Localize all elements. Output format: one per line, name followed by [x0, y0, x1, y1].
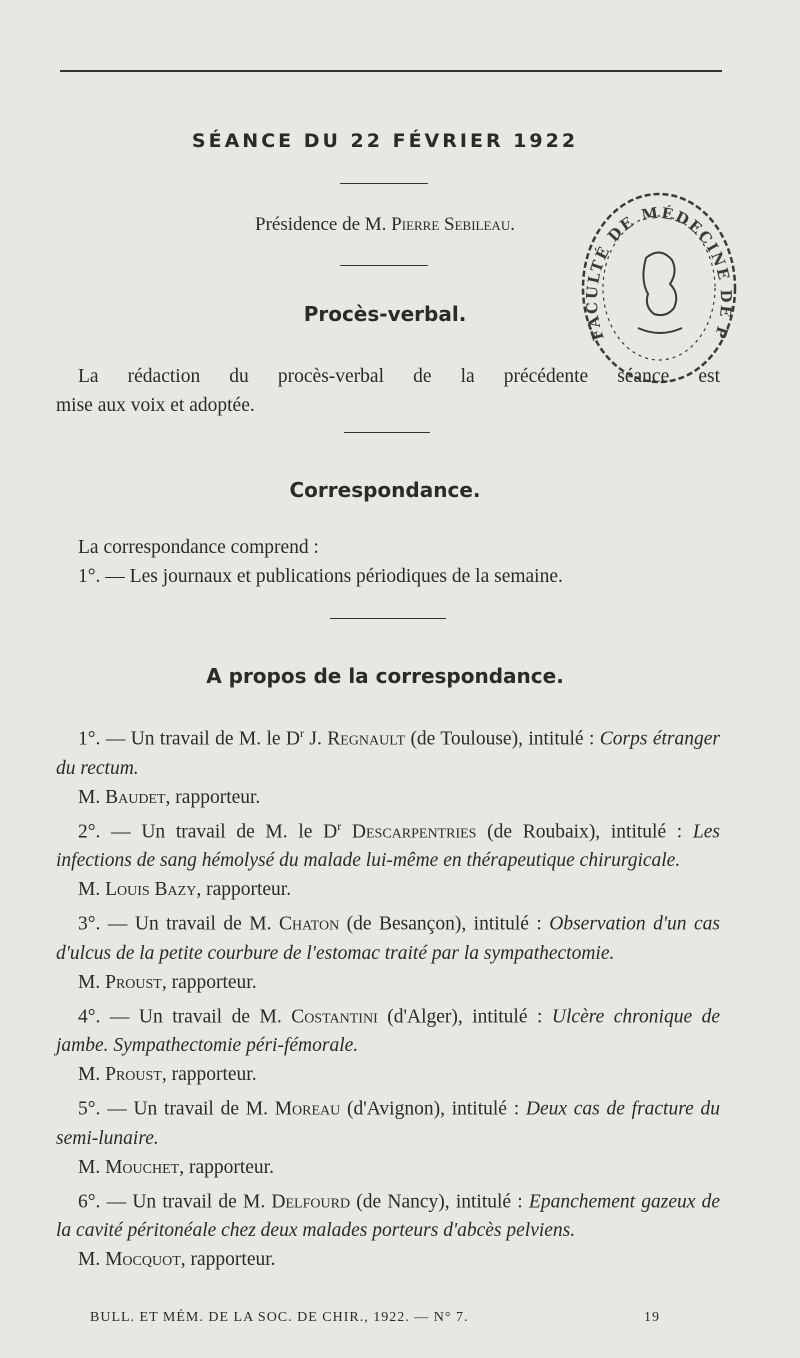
travail-title: Ulcère chronique de jambe. Sympathectomie péri-fémorale. — [56, 1006, 720, 1056]
rapporteur-prefix: M. — [78, 971, 106, 993]
correspondance-text — [56, 533, 720, 591]
travail-entry — [56, 1182, 720, 1246]
presidence-suffix: . — [510, 214, 515, 235]
rapporteur-line — [56, 783, 720, 812]
a-propos-list — [56, 719, 720, 1274]
page-number: 19 — [644, 1310, 660, 1325]
rapporteur-line — [56, 968, 720, 997]
correspondance-line: La correspondance comprend : — [78, 537, 319, 558]
stamp-text: FACULTÉ DE MÉDECINE DE P — [582, 203, 736, 343]
travail-num: 4°. — [78, 1006, 101, 1027]
travail-entry — [56, 812, 720, 876]
rapporteur-name: Proust — [105, 971, 162, 993]
top-rule — [60, 70, 722, 72]
travail-title: Corps étranger du rectum. — [56, 728, 720, 779]
president-name: Pierre Sebileau — [391, 214, 511, 235]
rapporteur-suffix: , rapporteur. — [196, 879, 292, 900]
divider — [340, 183, 428, 184]
travail-pre: — Un travail de M. le D — [100, 821, 338, 842]
travail-title: Epanchement gazeux de la cavité péritonéale chez deux malades porteurs d'abcès pelviens. — [56, 1191, 721, 1241]
divider — [340, 265, 428, 266]
page-footer — [90, 1310, 660, 1326]
correspondance-line: 1°. — Les journaux et publications périodiques de la semaine. — [78, 566, 563, 587]
travail-pre: — Un travail de M. — [100, 1006, 292, 1027]
faculty-stamp-seal — [578, 188, 740, 388]
travail-pre: — Un travail de M. — [100, 913, 279, 935]
travail-entry — [56, 904, 720, 968]
rapporteur-prefix: M. — [78, 786, 106, 808]
rapporteur-name: Louis Bazy — [105, 879, 197, 900]
travail-entry — [56, 719, 720, 783]
travail-num: 6°. — [78, 1191, 101, 1212]
rapporteur-line — [56, 1245, 720, 1274]
svg-text:FACULTÉ DE MÉDECINE DE PARIS — [578, 188, 735, 343]
divider — [330, 618, 446, 619]
travail-num: 2°. — [78, 821, 101, 842]
travail-num: 1°. — [78, 728, 101, 750]
travail-post: (de Toulouse), intitulé : — [405, 728, 600, 750]
seance-title: SÉANCE DU 22 FÉVRIER 1922 — [191, 130, 579, 152]
travail-author: Costantini — [291, 1006, 378, 1027]
faculty-stamp — [578, 188, 740, 388]
rapporteur-suffix: , rapporteur. — [161, 971, 257, 993]
rapporteur-prefix: M. — [78, 1064, 106, 1085]
travail-pre: — Un travail de M. le D — [100, 728, 301, 750]
rapporteur-suffix: , rapporteur. — [179, 1156, 274, 1178]
journal-reference: BULL. ET MÉM. DE LA SOC. DE CHIR., 1922. — N° 7. — [90, 1310, 469, 1325]
rapporteur-prefix: M. — [78, 879, 106, 900]
travail-author: Delfourd — [271, 1191, 351, 1212]
rapporteur-name: Baudet — [105, 786, 166, 808]
travail-sup: r — [300, 726, 305, 740]
rapporteur-line — [56, 1153, 720, 1182]
travail-entry — [56, 997, 720, 1061]
travail-title: Les infections de sang hémolysé du malade lui-même en thérapeutique chirurgicale. — [56, 821, 721, 871]
proces-verbal-line: La rédaction du procès-verbal de la précédente séance est — [78, 366, 720, 387]
travail-post: (de Nancy), intitulé : — [350, 1191, 529, 1212]
divider — [344, 432, 430, 433]
travail-title: Observation d'un cas d'ulcus de la petite courbure de l'estomac traité par la sympathectomie. — [56, 913, 720, 964]
rapporteur-suffix: , rapporteur. — [165, 786, 261, 808]
rapporteur-line — [56, 875, 720, 904]
rapporteur-suffix: , rapporteur. — [161, 1064, 257, 1085]
travail-author: Chaton — [278, 913, 340, 935]
presidence-prefix: Présidence de M. — [255, 214, 392, 235]
proces-verbal-heading: Procès-verbal. — [303, 302, 467, 326]
rapporteur-name: Mocquot — [105, 1249, 181, 1270]
travail-author: Descarpentries — [341, 821, 477, 842]
travail-num: 3°. — [78, 913, 101, 935]
travail-num: 5°. — [78, 1098, 101, 1120]
travail-title: Deux cas de fracture du semi-lunaire. — [56, 1098, 720, 1149]
correspondance-heading: Correspondance. — [289, 478, 481, 502]
travail-entry — [56, 1089, 720, 1153]
travail-post: (d'Avignon), intitulé : — [340, 1098, 526, 1120]
travail-sup: r — [337, 818, 342, 833]
travail-author: J. Regnault — [304, 728, 406, 750]
rapporteur-prefix: M. — [78, 1156, 106, 1178]
travail-post: (de Besançon), intitulé : — [339, 913, 550, 935]
travail-post: (d'Alger), intitulé : — [377, 1006, 552, 1027]
proces-verbal-line: mise aux voix et adoptée. — [56, 395, 255, 416]
travail-author: Moreau — [274, 1098, 341, 1120]
a-propos-heading: A propos de la correspondance. — [206, 664, 564, 688]
travail-post: (de Roubaix), intitulé : — [476, 821, 693, 842]
rapporteur-name: Proust — [105, 1064, 162, 1085]
travail-pre: — Un travail de M. — [100, 1191, 272, 1212]
rapporteur-name: Mouchet — [105, 1156, 180, 1178]
rapporteur-prefix: M. — [78, 1249, 106, 1270]
rapporteur-suffix: , rapporteur. — [180, 1249, 276, 1270]
travail-pre: — Un travail de M. — [100, 1098, 275, 1120]
rapporteur-line — [56, 1060, 720, 1089]
